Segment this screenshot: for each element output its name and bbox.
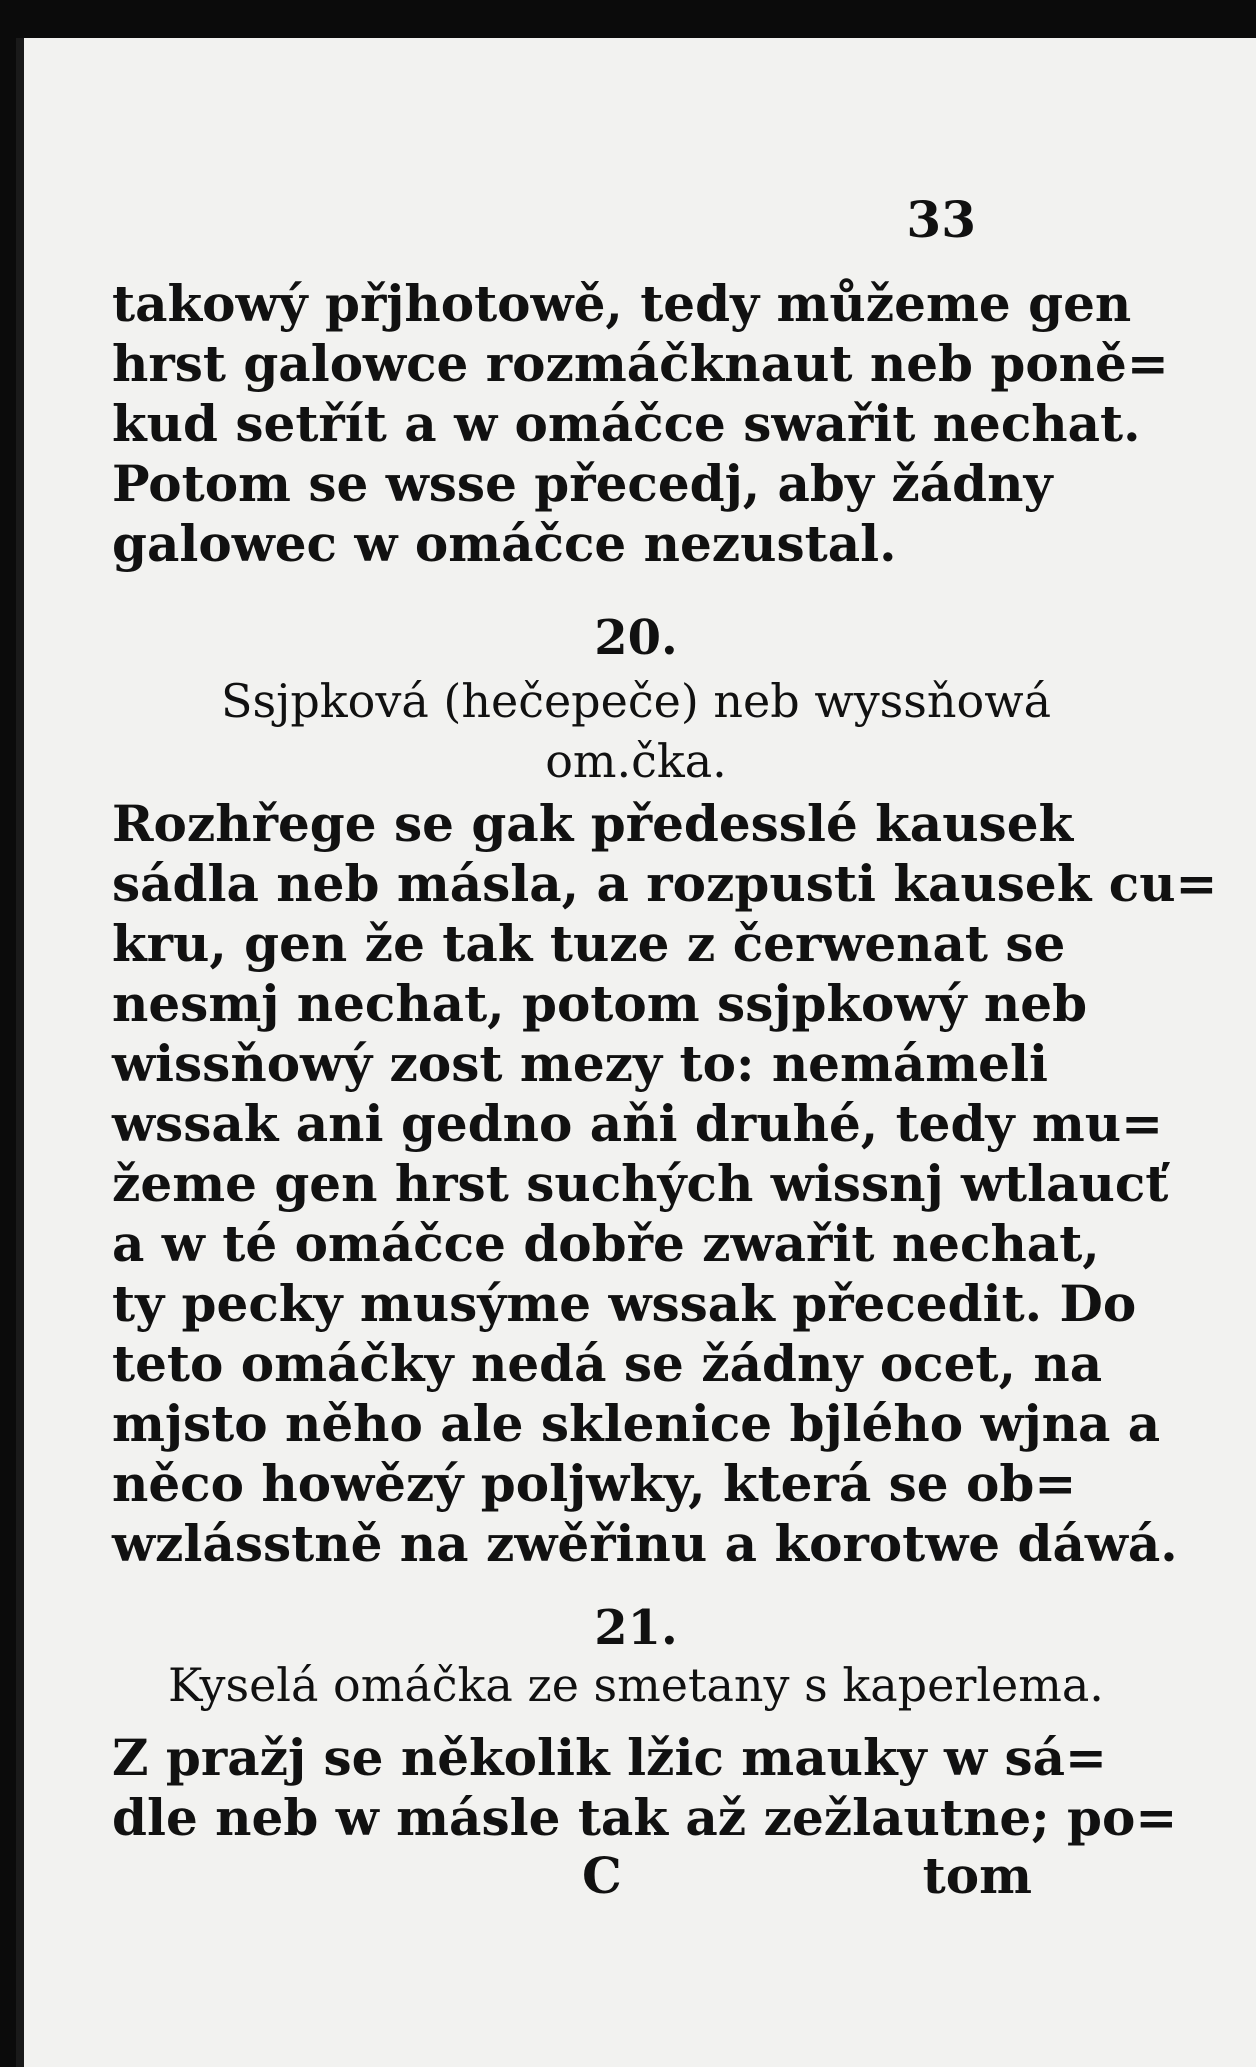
text-line: Potom se wsse přecedj, aby žádny: [112, 454, 1053, 513]
section-body: [112, 1728, 1178, 1848]
text-line: Z pražj se několik lžic mauky w sá=: [112, 1728, 1107, 1787]
catchword: tom: [922, 1846, 1032, 1905]
signature-mark: C: [582, 1846, 622, 1905]
text-line: wzlásstně na zwěřinu a korotwe dáwá.: [112, 1514, 1178, 1573]
section-body: [112, 794, 1218, 1574]
intro-paragraph: [112, 274, 1169, 574]
section-number: 21.: [594, 1600, 678, 1656]
section-heading: Kyselá omáčka ze smetany s kaperlema.: [168, 1658, 1104, 1712]
text-line: galowec w omáčce nezustal.: [112, 514, 897, 573]
text-line: wissňowý zost mezy to: nemámeli: [112, 1034, 1048, 1093]
text-line: ty pecky musýme wssak přecedit. Do: [112, 1274, 1137, 1333]
section-heading: om.čka.: [545, 734, 727, 788]
book-page: [16, 38, 1256, 2067]
text-line: kru, gen že tak tuze z čerwenat se: [112, 914, 1066, 973]
text-line: hrst galowce rozmáčknaut neb poně=: [112, 334, 1169, 393]
text-line: kud setřít a w omáčce swařit nechat.: [112, 394, 1141, 453]
text-line: teto omáčky nedá se žádny ocet, na: [112, 1334, 1103, 1393]
page-number: 33: [906, 190, 976, 249]
page-edge-shadow: [16, 38, 24, 2067]
text-line: Rozhřege se gak předesslé kausek: [112, 794, 1074, 853]
text-line: a w té omáčce dobře zwařit nechat,: [112, 1214, 1100, 1273]
text-line: wssak ani gedno aňi druhé, tedy mu=: [112, 1094, 1164, 1153]
text-line: nesmj nechat, potom ssjpkowý neb: [112, 974, 1088, 1033]
text-line: takowý přjhotowě, tedy můžeme gen: [112, 274, 1132, 333]
section-number: 20.: [594, 610, 678, 666]
text-line: sádla neb másla, a rozpusti kausek cu=: [112, 854, 1218, 913]
section-heading: Ssjpková (hečepeče) neb wyssňowá: [220, 674, 1052, 728]
text-line: dle neb w másle tak až zežlautne; po=: [112, 1788, 1178, 1847]
text-line: něco howězý poljwky, která se ob=: [112, 1454, 1077, 1513]
text-line: žeme gen hrst suchých wissnj wtlaucť: [112, 1154, 1169, 1213]
text-line: mjsto něho ale sklenice bjlého wjna a: [112, 1394, 1161, 1453]
